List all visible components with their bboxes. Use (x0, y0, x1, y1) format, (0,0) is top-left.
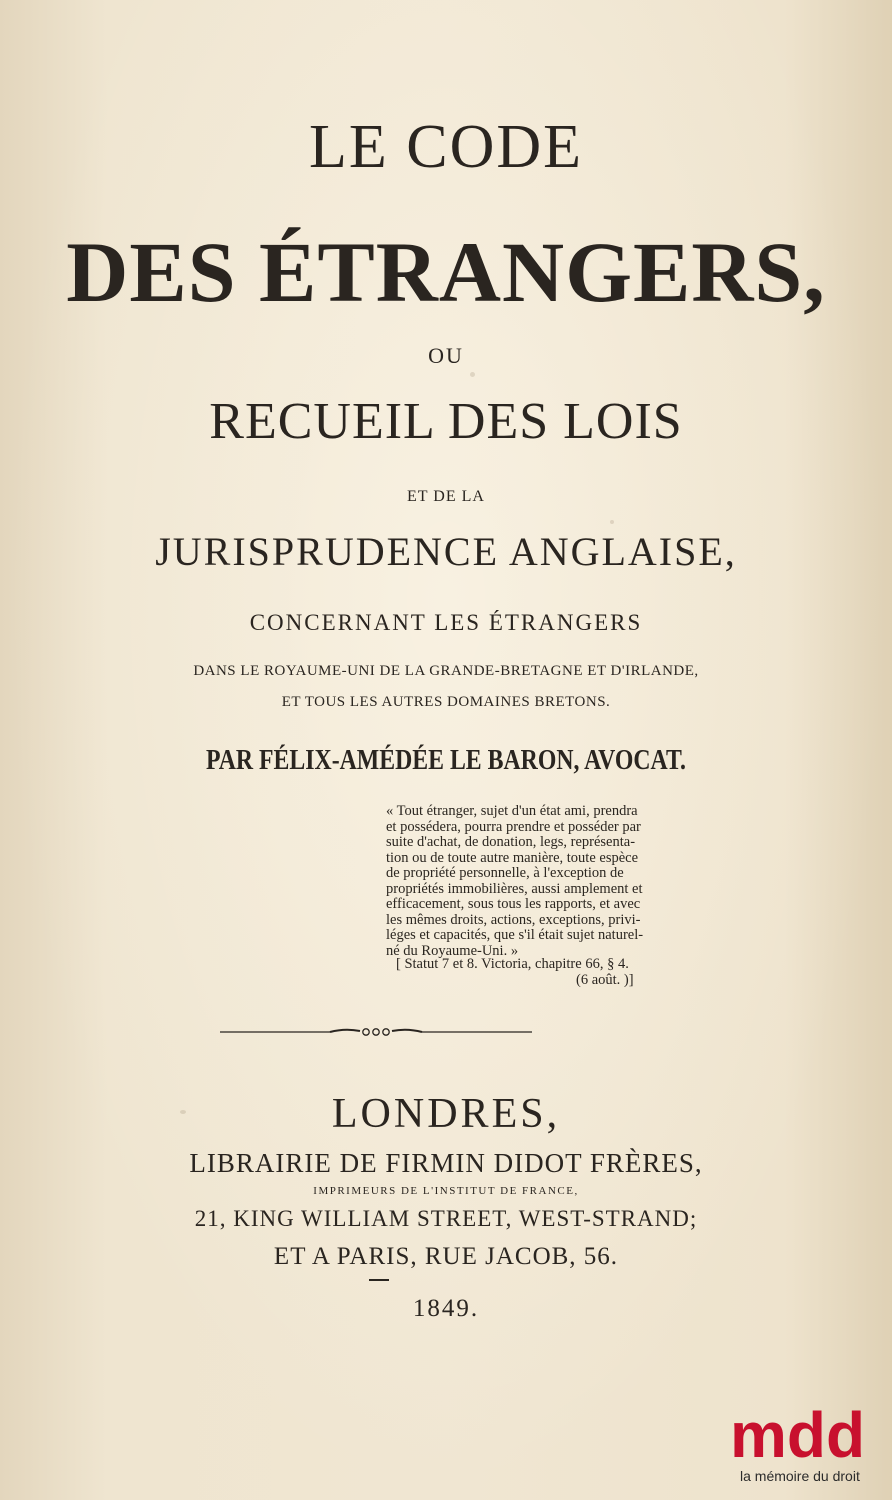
subtitle-concernant: CONCERNANT LES ÉTRANGERS (249, 610, 643, 635)
logo-tagline: la mémoire du droit (740, 1468, 860, 1484)
imprint-city: LONDRES, (331, 1091, 561, 1137)
imprint-printers: IMPRIMEURS DE L'INSTITUT DE FRANCE, (313, 1185, 579, 1197)
title-line-et-de-la: ET DE LA (407, 488, 485, 505)
title-line-jurisprudence: JURISPRUDENCE ANGLAISE, (155, 529, 737, 574)
epigraph-line: tion ou de toute autre manière, toute espèce (386, 849, 639, 866)
imprint-year: 1849. (412, 1295, 480, 1322)
title-line-le-code: LE CODE (308, 113, 584, 181)
imprint-address: 21, KING WILLIAM STREET, WEST-STRAND; (194, 1206, 698, 1231)
imprint-paris: ET A PARIS, RUE JACOB, 56. (273, 1243, 619, 1270)
paper-spot (470, 372, 475, 377)
title-line-recueil: RECUEIL DES LOIS (209, 393, 683, 450)
epigraph-line: léges et capacités, que s'il était sujet naturel- (386, 927, 644, 943)
epigraph-quote (386, 804, 716, 959)
epigraph-line: et possédera, pourra prendre et posséder par (386, 818, 641, 835)
epigraph-line: suite d'achat, de donation, legs, représenta- (386, 834, 636, 850)
epigraph-citation: [ Statut 7 et 8. Victoria, chapitre 66, § 4. (396, 956, 629, 972)
ornamental-rule (220, 1022, 532, 1042)
epigraph-line: les mêmes droits, actions, exceptions, privi- (386, 911, 641, 928)
logo-letters: mdd (730, 1399, 866, 1471)
epigraph-line: de propriété personnelle, à l'exception de (386, 865, 624, 881)
epigraph-line: né du Royaume-Uni. » (386, 942, 519, 959)
subtitle-et-tous: ET TOUS LES AUTRES DOMAINES BRETONS. (281, 694, 611, 710)
epigraph-line: efficacement, sous tous les rapports, et avec (386, 896, 641, 912)
short-rule (369, 1279, 389, 1281)
subtitle-dans-le-royaume: DANS LE ROYAUME-UNI DE LA GRANDE-BRETAGNE ET D'IRLANDE, (193, 663, 699, 679)
imprint-publisher: LIBRAIRIE DE FIRMIN DIDOT FRÈRES, (189, 1148, 703, 1178)
author-line: PAR FÉLIX-AMÉDÉE LE BARON, AVOCAT. (205, 744, 687, 776)
paper-spot (610, 520, 614, 524)
epigraph-citation-date: (6 août. )] (576, 972, 634, 988)
title-line-ou: OU (428, 343, 464, 368)
title-line-des-etrangers: DES ÉTRANGERS, (66, 224, 826, 320)
epigraph-line: « Tout étranger, sujet d'un état ami, prendra (386, 803, 638, 819)
epigraph-line: propriétés immobilières, aussi amplement et (386, 880, 643, 897)
